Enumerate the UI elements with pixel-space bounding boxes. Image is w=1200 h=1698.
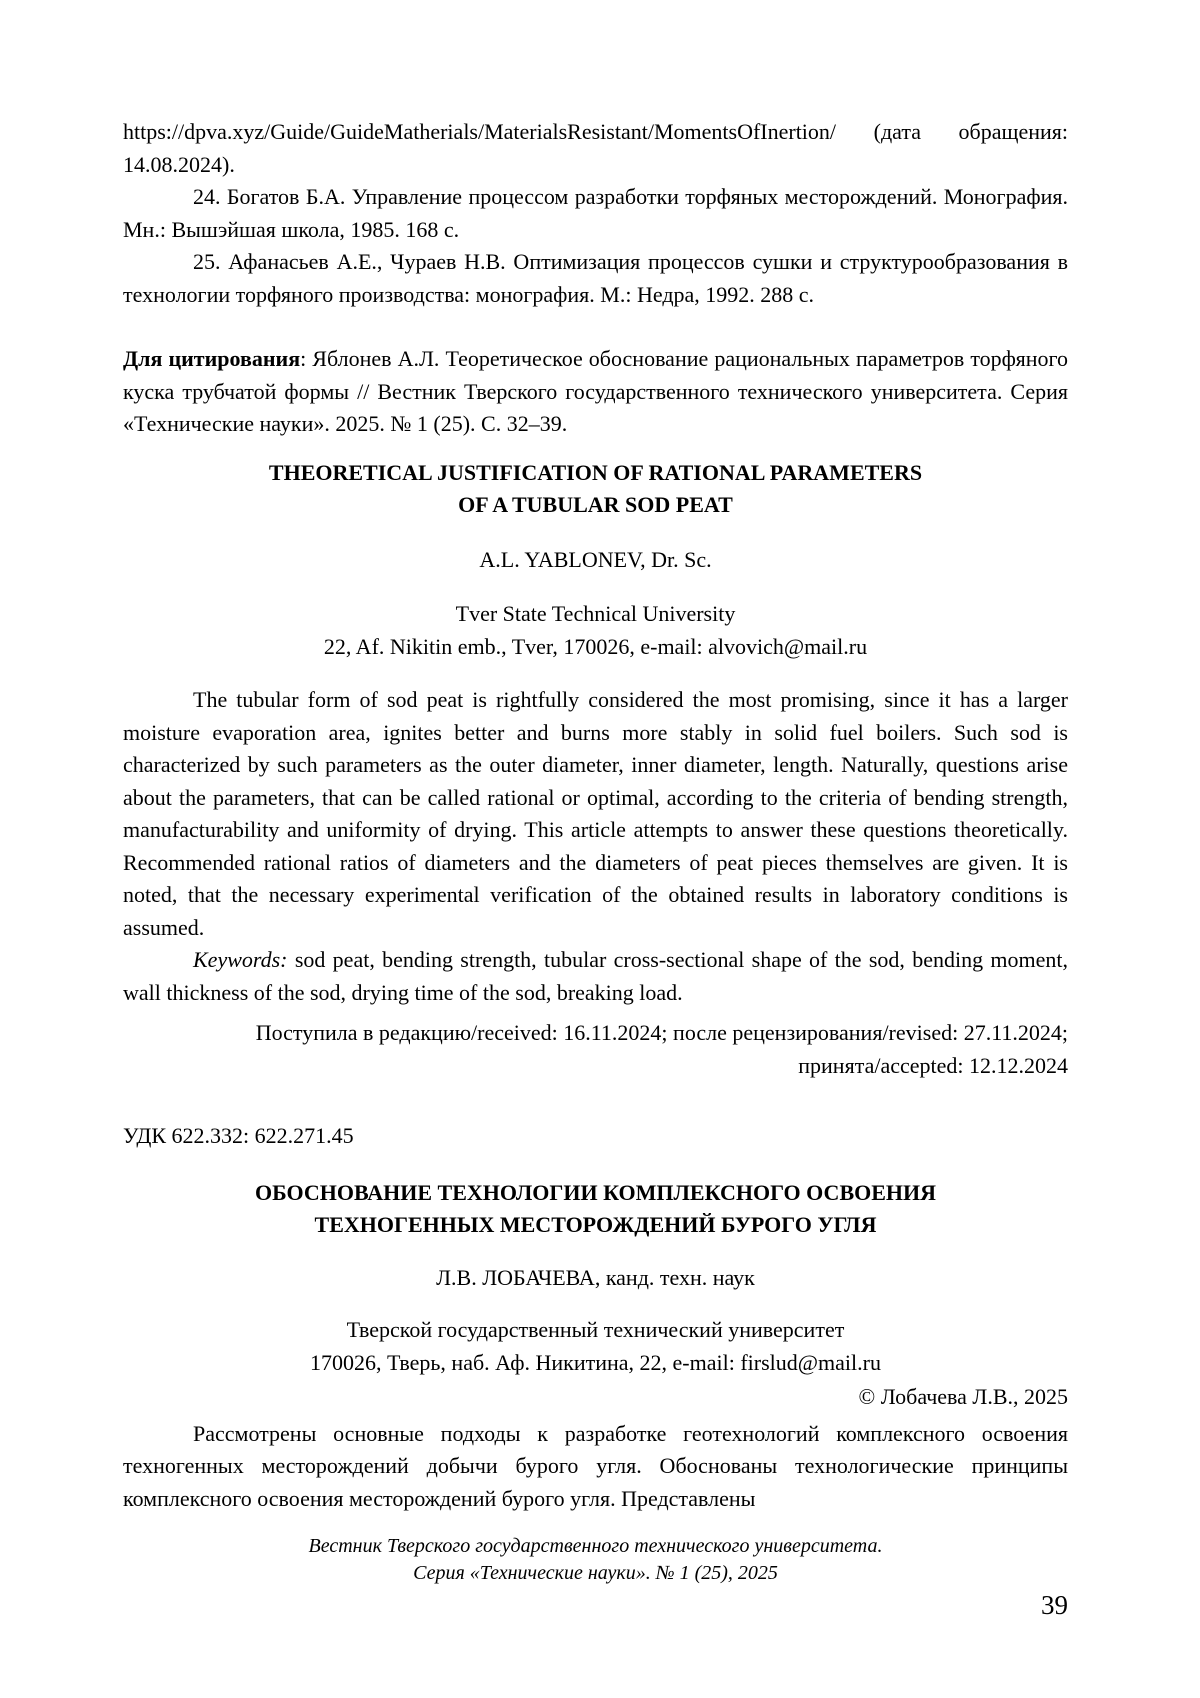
received-line-2: принята/accepted: 12.12.2024 xyxy=(798,1052,1068,1078)
citation-label: Для цитирования xyxy=(123,346,301,371)
journal-footer-line1: Вестник Тверского государственного технического университета. xyxy=(308,1535,883,1557)
page-number: 39 xyxy=(1041,1590,1068,1620)
citation-paragraph xyxy=(123,343,1068,441)
copyright-notice: © Лобачева Л.В., 2025 xyxy=(858,1384,1068,1409)
article-title-en-line2: OF A TUBULAR SOD PEAT xyxy=(458,492,733,517)
reference-item-24: 24. Богатов Б.А. Управление процессом разработки торфяных месторождений. Монография. Мн.: Вышэйшая школа, 1985. 168 с. xyxy=(123,184,1068,242)
article-title-ru xyxy=(123,1177,1068,1242)
keywords-label: Keywords: xyxy=(193,947,288,972)
reference-item-25: 25. Афанасьев А.Е., Чураев Н.В. Оптимизация процессов сушки и структурообразования в технологии торфяного производства: монография. М.: Недра, 1992. 288 с. xyxy=(123,249,1068,307)
article-title-ru-line2: ТЕХНОГЕННЫХ МЕСТОРОЖДЕНИЙ БУРОГО УГЛЯ xyxy=(314,1212,877,1237)
received-line-1: Поступила в редакцию/received: 16.11.2024; после рецензирования/revised: 27.11.2024; xyxy=(255,1020,1068,1045)
article-title-ru-line1: ОБОСНОВАНИЕ ТЕХНОЛОГИИ КОМПЛЕКСНОГО ОСВОЕНИЯ xyxy=(254,1179,937,1205)
citation-text: : Яблонев А.Л. Теоретическое обоснование рациональных параметров торфяного куска трубчатой формы // Вестник Тверского государственного технического университета. Серия «Технические науки». 2025. № 1 (25). С. 32–39. xyxy=(123,346,1068,436)
keywords-text: sod peat, bending strength, tubular cross-sectional shape of the sod, bending moment, wall thickness of the sod, drying time of the sod, breaking load. xyxy=(123,947,1068,1005)
received-block xyxy=(123,1017,1068,1082)
author-en: A.L. YABLONEV, Dr. Sc. xyxy=(479,546,712,572)
references-section xyxy=(123,116,1068,311)
abstract-ru: Рассмотрены основные подходы к разработке геотехнологий комплексного освоения техногенных месторождений добычи бурого угля. Обоснованы технологические принципы комплексного освоения месторождений бурого угля. Представлены xyxy=(123,1420,1068,1511)
reference-continuation: https://dpva.xyz/Guide/GuideMatherials/MaterialsResistant/MomentsOfInertion/ (дата обращения: 14.08.2024). xyxy=(123,119,1068,177)
affiliation-en-line2: 22, Af. Nikitin emb., Tver, 170026, e-mail: alvovich@mail.ru xyxy=(323,633,868,659)
journal-footer-line2: Серия «Технические науки». № 1 (25), 2025 xyxy=(413,1562,778,1584)
journal-footer xyxy=(123,1533,1068,1587)
affiliation-ru-line1: Тверской государственный технический университет xyxy=(346,1317,845,1342)
affiliation-en xyxy=(123,598,1068,663)
keywords-paragraph xyxy=(123,944,1068,1009)
udc-number: УДК 622.332: 622.271.45 xyxy=(123,1123,354,1148)
author-ru: Л.В. ЛОБАЧЕВА, канд. техн. наук xyxy=(436,1264,755,1290)
affiliation-ru-line2: 170026, Тверь, наб. Аф. Никитина, 22, e-mail: firslud@mail.ru xyxy=(310,1349,881,1375)
article-title-en xyxy=(123,457,1068,522)
affiliation-en-line1: Tver State Technical University xyxy=(455,601,736,626)
affiliation-ru xyxy=(123,1314,1068,1379)
abstract-en: The tubular form of sod peat is rightfully considered the most promising, since it has a larger moisture evaporation area, ignites better and burns more stably in solid fuel boilers. Such sod is characterized by such parameters as the outer diameter, inner diameter, length. Naturally, questions arise about the parameters, that can be called rational or optimal, according to the criteria of bending strength, manufacturability and uniformity of drying. This article attempts to answer these questions theoretically. Recommended rational ratios of diameters and the diameters of peat pieces themselves are given. It is noted, that the necessary experimental verification of the obtained results in laboratory conditions is assumed. xyxy=(123,687,1068,940)
article-title-en-line1: THEORETICAL JUSTIFICATION OF RATIONAL PARAMETERS xyxy=(268,459,923,485)
